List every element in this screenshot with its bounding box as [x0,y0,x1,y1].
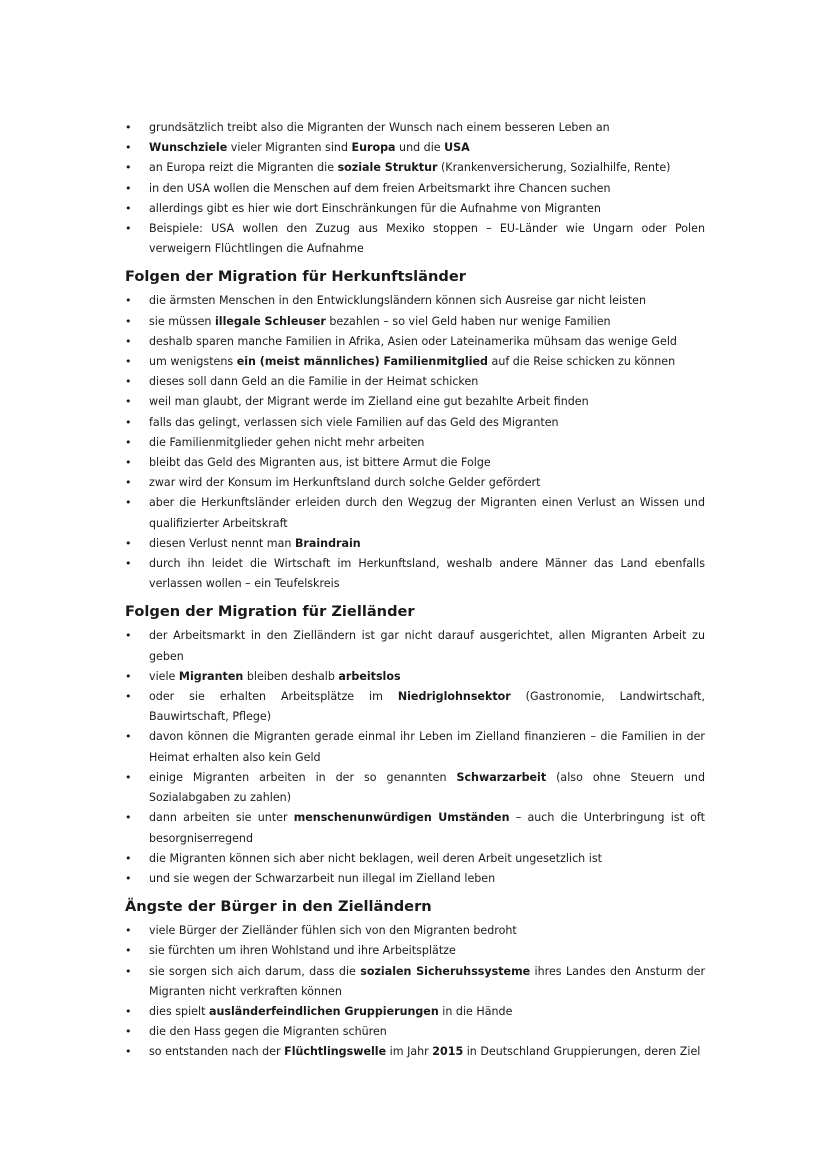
list-item [125,392,705,412]
text: so entstanden nach der [149,1045,285,1059]
list-item [125,962,705,1002]
list-item [125,332,705,352]
text: davon können die Migranten gerade einmal ihr Leben im Zielland finanzieren – die Familien in der Heimat erhalten also kein Geld [149,730,705,764]
text: (Krankenversicherung, Sozialhilfe, Rente) [437,161,671,175]
bold-text: illegale Schleuser [215,314,326,328]
text: zwar wird der Konsum im Herkunftsland durch solche Gelder gefördert [149,476,541,490]
list-item [125,199,705,219]
text: viele Bürger der Zielländer fühlen sich von den Migranten bedroht [149,924,517,938]
text: durch ihn leidet die Wirtschaft im Herkunftsland, weshalb andere Männer das Land ebenfalls verlassen wollen – ein Teufelskreis [149,557,705,591]
bold-text: Migranten [178,669,244,683]
text: ihres Landes den Ansturm der Migranten nicht verkraften können [149,964,706,998]
list-item [125,849,705,869]
text: der Arbeitsmarkt in den Zielländern ist gar nicht darauf ausgerichtet, allen Migranten Arbeit zu geben [149,629,705,663]
text: dann arbeiten sie unter [149,811,294,825]
text: dieses soll dann Geld an die Familie in der Heimat schicken [149,375,479,389]
text: und sie wegen der Schwarzarbeit nun illegal im Zielland leben [149,871,496,885]
text: in den USA wollen die Menschen auf dem freien Arbeitsmarkt ihre Chancen suchen [149,181,611,195]
list-item [125,138,705,158]
list-item [125,921,705,941]
bold-text: Europa [351,141,396,155]
list-item [125,158,705,178]
text: (also ohne Steuern und Sozialabgaben zu zahlen) [149,770,705,805]
text: die Migranten können sich aber nicht beklagen, weil deren Arbeit ungesetzlich ist [149,851,602,865]
text: (Gastronomie, Landwirtschaft, Bauwirtschaft, Pflege) [149,690,705,724]
text: grundsätzlich treibt also die Migranten der Wunsch nach einem besseren Leben an [149,121,610,134]
text: sie fürchten um ihren Wohlstand und ihre Arbeitsplätze [149,944,456,958]
list-item [125,1002,705,1022]
text: falls das gelingt, verlassen sich viele Familien auf das Geld des Migranten [149,415,559,429]
list-item [125,727,705,767]
list-item [125,554,705,594]
list-item [125,667,705,687]
list-item [125,534,705,554]
text: deshalb sparen manche Familien in Afrika, Asien oder Lateinamerika mühsam das wenige Geld [149,334,677,348]
text: sie müssen [149,314,215,328]
heading-herkunftslaender: Folgen der Migration für Herkunftsländer [125,268,466,286]
bold-text: menschenunwürdigen Umständen [293,811,510,825]
text: bleiben deshalb [243,669,339,683]
aengste-list [125,921,705,1062]
text: diesen Verlust nennt man [149,536,295,550]
heading-aengste: Ängste der Bürger in den Zielländern [125,898,432,916]
list-item [125,179,705,199]
text: sie sorgen sich aich darum, dass die [149,964,361,978]
text: die ärmsten Menschen in den Entwicklungsländern können sich Ausreise gar nicht leisten [149,294,647,308]
list-item [125,1042,705,1062]
text: vieler Migranten sind [227,141,352,155]
bold-text: 2015 [432,1045,464,1059]
bold-text: sozialen Sicheruhssysteme [360,964,531,978]
list-item [125,312,705,332]
text: viele [149,669,179,683]
bold-text: Flüchtlingswelle [284,1045,387,1059]
list-item [125,473,705,493]
list-item [125,941,705,961]
list-item [125,291,705,311]
bold-text: soziale Struktur [337,161,438,175]
bold-text: USA [444,141,470,155]
text: – auch die Unterbringung ist oft besorgniserregend [149,811,705,845]
text: weil man glaubt, der Migrant werde im Zielland eine gut bezahlte Arbeit finden [149,395,589,409]
list-item [125,352,705,372]
heading-ziellaender: Folgen der Migration für Zielländer [125,603,415,621]
list-item [125,808,705,848]
list-item [125,433,705,453]
list-item [125,869,705,889]
text: oder sie erhalten Arbeitsplätze im [149,690,398,704]
text: und die [395,141,445,155]
list-item [125,413,705,433]
list-item [125,687,705,727]
text: dies spielt [149,1004,209,1018]
list-item [125,1022,705,1042]
bold-text: Wunschziele [149,141,228,155]
text: die den Hass gegen die Migranten schüren [149,1025,387,1039]
bold-text: ausländerfeindlichen Gruppierungen [208,1004,439,1018]
text: auf die Reise schicken zu können [488,355,676,369]
list-item [125,118,705,138]
text: einige Migranten arbeiten in der so genannten [149,770,457,784]
text: in die Hände [438,1004,513,1018]
herkunft-list [125,291,705,594]
text: an Europa reizt die Migranten die [149,161,338,175]
ziel-list [125,626,705,889]
text: um wenigstens [149,355,237,369]
list-item [125,493,705,533]
list-item [125,219,705,259]
bold-text: ein (meist männliches) Familienmitglied [236,355,488,369]
text: bezahlen – so viel Geld haben nur wenige Familien [325,314,611,328]
text: in Deutschland Gruppierungen, deren Ziel [463,1045,701,1059]
text: allerdings gibt es hier wie dort Einschränkungen für die Aufnahme von Migranten [149,201,601,215]
list-item [125,372,705,392]
text: im Jahr [386,1045,433,1059]
intro-list [125,118,705,259]
bold-text: Braindrain [294,536,361,550]
text: aber die Herkunftsländer erleiden durch den Wegzug der Migranten einen Verlust an Wissen und qualifizierter Arbeitskraft [149,496,705,530]
bold-text: Niedriglohnsektor [397,690,511,704]
bold-text: Schwarzarbeit [456,770,547,784]
document-content [125,118,705,1063]
text: bleibt das Geld des Migranten aus, ist bittere Armut die Folge [149,456,491,470]
list-item [125,453,705,473]
bold-text: arbeitslos [338,669,401,683]
text: die Familienmitglieder gehen nicht mehr arbeiten [149,435,425,449]
list-item [125,768,705,808]
text: Beispiele: USA wollen den Zuzug aus Mexiko stoppen – EU-Länder wie Ungarn oder Polen verweigern Flüchtlingen die Aufnahme [149,222,705,256]
list-item [125,626,705,666]
